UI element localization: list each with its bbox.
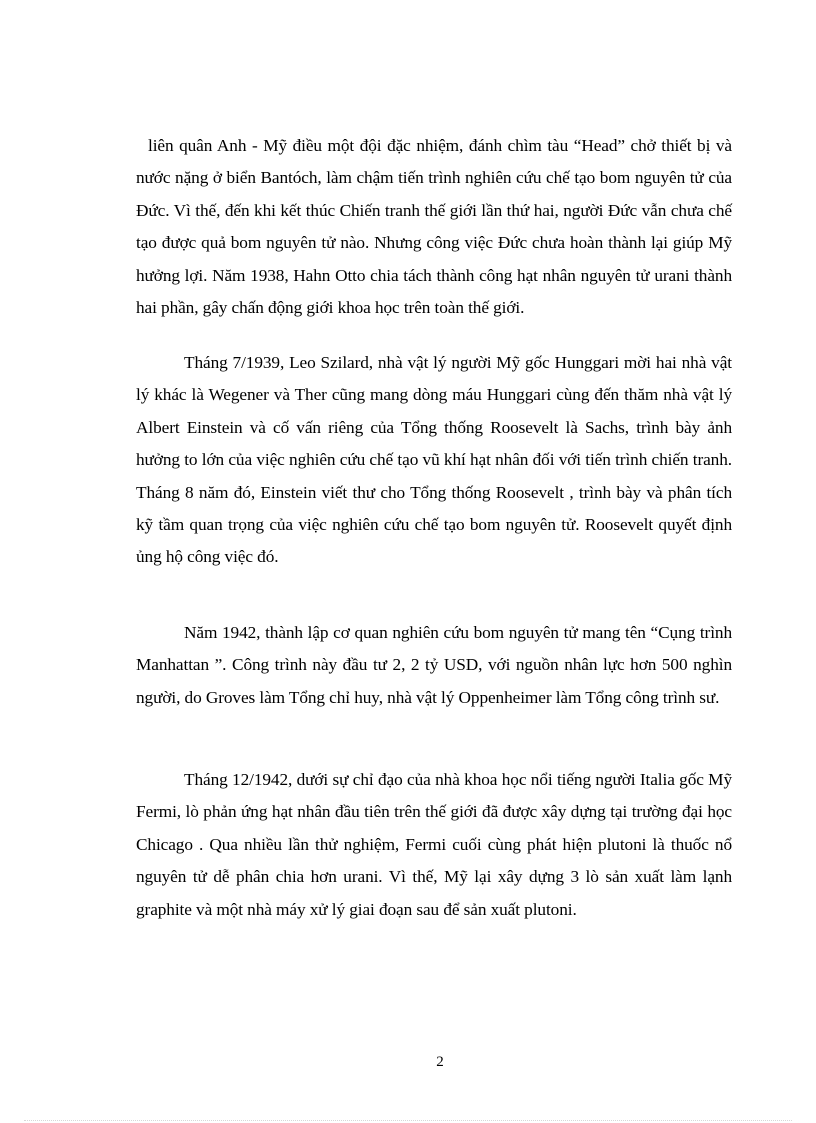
paragraph-1: liên quân Anh - Mỹ điều một đội đặc nhiệm, đánh chìm tàu “Head” chở thiết bị và nước nặng ở biển Bantóch, làm chậm tiến trình nghiên cứu chế tạo bom nguyên tử của Đức. Vì thế, đến khi kết thúc Chiến tranh thế giới lần thứ hai, người Đức vẫn chưa chế tạo được quả bom nguyên tử nào. Nhưng công việc Đức chưa hoàn thành lại giúp Mỹ hưởng lợi. Năm 1938, Hahn Otto chia tách thành công hạt nhân nguyên tử urani thành hai phần, gây chấn động giới khoa học trên toàn thế giới.	[136, 136, 732, 318]
paragraph-2: Tháng 7/1939, Leo Szilard, nhà vật lý người Mỹ gốc Hunggari mời hai nhà vật lý khác là Wegener và Ther cũng mang dòng máu Hunggari cùng đến thăm nhà vật lý Albert Einstein và cố vấn riêng của Tổng thống Roosevelt là Sachs, trình bày ảnh hưởng to lớn của việc nghiên cứu chế tạo vũ khí hạt nhân đối với tiến trình chiến tranh. Tháng 8 năm đó, Einstein viết thư cho Tổng thống Roosevelt , trình bày và phân tích kỹ tầm quan trọng của việc nghiên cứu chế tạo bom nguyên tử. Roosevelt quyết định ủng hộ công việc đó.	[136, 353, 732, 567]
paragraph-4: Tháng 12/1942, dưới sự chỉ đạo của nhà khoa học nổi tiếng người Italia gốc Mỹ Fermi, lò phản ứng hạt nhân đầu tiên trên thế giới đã được xây dựng tại trường đại học Chicago . Qua nhiều lần thử nghiệm, Fermi cuối cùng phát hiện plutoni là thuốc nổ nguyên tử dễ phân chia hơn urani. Vì thế, Mỹ lại xây dựng 3 lò sản xuất làm lạnh graphite và một nhà máy xử lý giai đoạn sau để sản xuất plutoni.	[136, 770, 732, 919]
page-number: 2	[436, 1054, 444, 1070]
page-bottom-border	[24, 1120, 792, 1121]
paragraph-3: Năm 1942, thành lập cơ quan nghiên cứu bom nguyên tử mang tên “Cụng trình Manhattan ”. Công trình này đầu tư 2, 2 tỷ USD, với nguồn nhân lực hơn 500 nghìn người, do Groves làm Tổng chỉ huy, nhà vật lý Oppenheimer làm Tổng công trình sư.	[136, 623, 732, 707]
